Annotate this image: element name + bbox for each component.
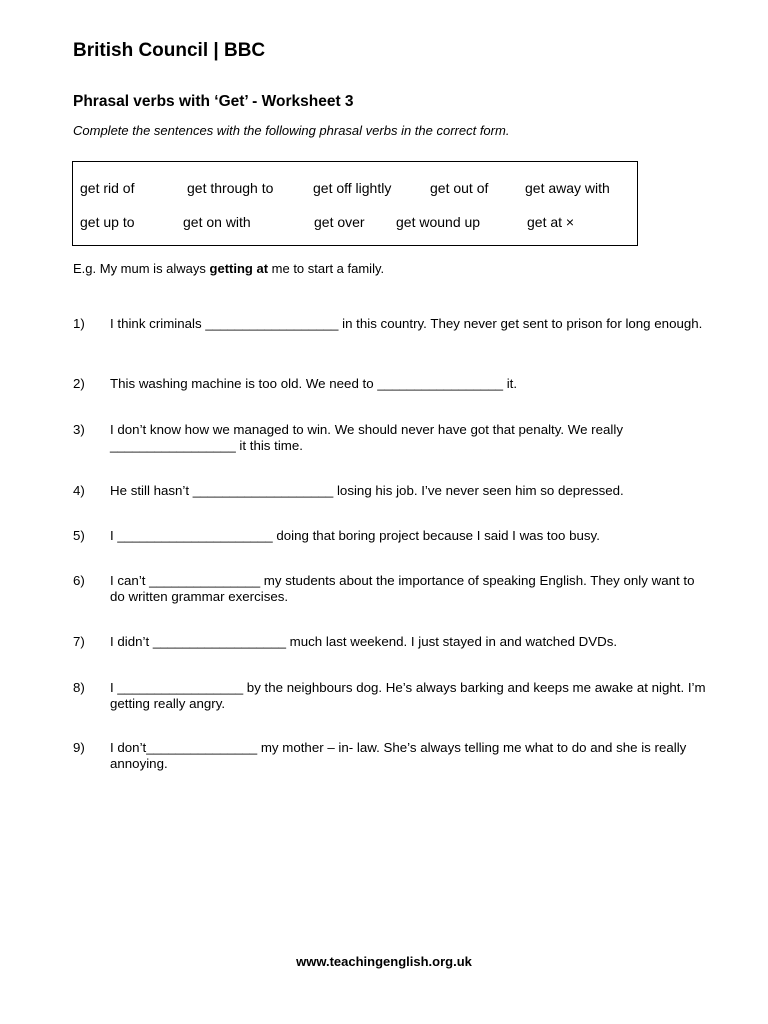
question-text: I didn’t __________________ much last weekend. I just stayed in and watched DVDs. xyxy=(110,634,618,649)
question-number: 1) xyxy=(73,316,85,331)
verb-option: get off lightly xyxy=(313,180,392,196)
question-text: I think criminals __________________ in this country. They never get sent to prison for long enough. xyxy=(110,316,703,331)
question-number: 8) xyxy=(73,680,85,695)
question-number: 7) xyxy=(73,634,85,649)
header-title: British Council | BBC xyxy=(73,40,266,61)
question-number: 9) xyxy=(73,740,85,755)
footer-url: www.teachingenglish.org.uk xyxy=(296,954,472,969)
example-prefix: E.g. My mum is always xyxy=(73,261,210,276)
question-text: I don’t know how we managed to win. We should never have got that penalty. We really _________________ it this time. xyxy=(110,422,623,453)
verb-option: get away with xyxy=(525,180,610,196)
verb-option: get at × xyxy=(527,214,575,230)
verb-option: get on with xyxy=(183,214,251,230)
question-text: I _________________ by the neighbours dog. He’s always barking and keeps me awake at night. I’m getting really angry. xyxy=(110,680,706,711)
verb-option: get wound up xyxy=(396,214,481,230)
verb-option: get through to xyxy=(187,180,274,196)
question-number: 4) xyxy=(73,483,85,498)
question-number: 6) xyxy=(73,573,85,588)
question-text: This washing machine is too old. We need to _________________ it. xyxy=(110,376,518,391)
worksheet-title: Phrasal verbs with ‘Get’ - Worksheet 3 xyxy=(73,93,354,110)
example-sentence xyxy=(73,261,384,276)
question-text: He still hasn’t ___________________ losing his job. I’ve never seen him so depressed. xyxy=(110,483,624,498)
verb-option: get out of xyxy=(430,180,489,196)
verb-box xyxy=(72,161,638,246)
example-highlight: getting at xyxy=(209,261,269,276)
question-number: 3) xyxy=(73,422,85,437)
instructions: Complete the sentences with the following phrasal verbs in the correct form. xyxy=(73,123,510,138)
question-number: 2) xyxy=(73,376,85,391)
example-suffix: me to start a family. xyxy=(268,261,385,276)
question-number: 5) xyxy=(73,528,85,543)
verb-option: get over xyxy=(314,214,365,230)
question-text: I _____________________ doing that boring project because I said I was too busy. xyxy=(110,528,600,543)
verb-option: get up to xyxy=(80,214,135,230)
question-text: I can’t _______________ my students about the importance of speaking English. They only want to do written grammar exercises. xyxy=(110,573,695,604)
question-text: I don’t_______________ my mother – in- law. She’s always telling me what to do and she is really annoying. xyxy=(110,740,687,771)
verb-option: get rid of xyxy=(80,180,135,196)
